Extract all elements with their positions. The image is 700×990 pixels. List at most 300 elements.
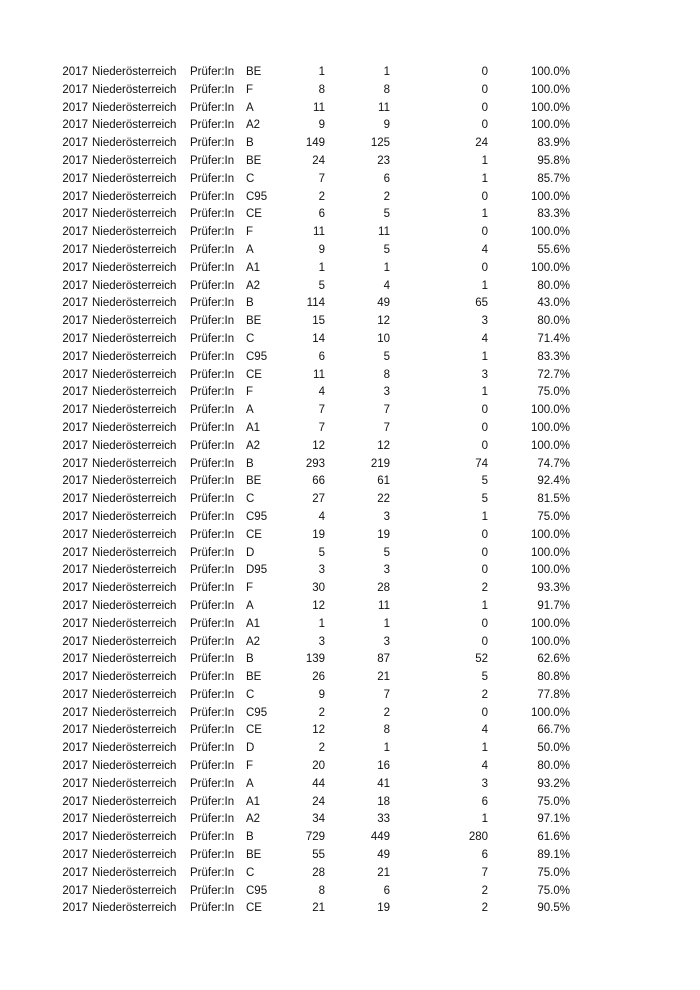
cell-failed-count: 0 — [481, 83, 488, 96]
table-row — [0, 811, 570, 829]
table-row — [0, 384, 570, 402]
cell-pass-rate: 100.0% — [530, 528, 570, 541]
cell-total-count: 27 — [312, 493, 325, 506]
cell-federal-state: Niederösterreich — [92, 617, 177, 630]
cell-licence-class: F — [246, 760, 254, 773]
cell-total-count: 2 — [318, 190, 325, 203]
cell-total-count: 14 — [312, 332, 325, 345]
cell-federal-state: Niederösterreich — [92, 350, 177, 363]
cell-passed-count: 11 — [378, 226, 390, 239]
cell-total-count: 12 — [312, 724, 325, 737]
cell-federal-state: Niederösterreich — [92, 332, 177, 345]
cell-failed-count: 1 — [481, 742, 488, 755]
cell-federal-state: Niederösterreich — [92, 866, 177, 879]
cell-pass-rate: 80.0% — [537, 315, 570, 328]
cell-federal-state: Niederösterreich — [92, 777, 177, 790]
cell-pass-rate: 55.6% — [537, 243, 570, 256]
cell-licence-class: A1 — [246, 795, 261, 808]
cell-passed-count: 2 — [383, 706, 390, 719]
cell-passed-count: 41 — [377, 777, 390, 790]
table-row — [0, 456, 570, 474]
cell-federal-state: Niederösterreich — [92, 635, 177, 648]
cell-exam-year: 2017 — [62, 724, 88, 737]
cell-total-count: 2 — [318, 742, 325, 755]
cell-exam-year: 2017 — [62, 226, 88, 239]
cell-examiner-role: Prüfer:In — [190, 742, 235, 755]
cell-licence-class: BE — [246, 315, 262, 328]
cell-federal-state: Niederösterreich — [92, 706, 177, 719]
cell-exam-year: 2017 — [62, 243, 88, 256]
table-row — [0, 313, 570, 331]
cell-licence-class: BE — [246, 475, 262, 488]
cell-licence-class: A — [246, 101, 254, 114]
cell-federal-state: Niederösterreich — [92, 226, 177, 239]
cell-examiner-role: Prüfer:In — [190, 243, 235, 256]
cell-exam-year: 2017 — [62, 795, 88, 808]
cell-passed-count: 19 — [377, 902, 390, 915]
cell-total-count: 9 — [318, 119, 325, 132]
table-row — [0, 117, 570, 135]
cell-total-count: 114 — [306, 297, 325, 310]
cell-passed-count: 11 — [378, 599, 390, 612]
table-row — [0, 189, 570, 207]
cell-passed-count: 1 — [383, 66, 390, 78]
cell-pass-rate: 75.0% — [537, 866, 570, 879]
cell-examiner-role: Prüfer:In — [190, 849, 235, 862]
cell-licence-class: A2 — [246, 119, 261, 132]
table-row — [0, 135, 570, 153]
cell-total-count: 9 — [318, 688, 325, 701]
cell-total-count: 11 — [313, 368, 325, 381]
table-row — [0, 171, 570, 189]
cell-pass-rate: 75.0% — [537, 386, 570, 399]
cell-examiner-role: Prüfer:In — [190, 475, 235, 488]
cell-total-count: 30 — [312, 582, 325, 595]
cell-exam-year: 2017 — [62, 332, 88, 345]
cell-licence-class: C95 — [246, 510, 268, 523]
cell-exam-year: 2017 — [62, 66, 88, 78]
cell-licence-class: BE — [246, 671, 262, 684]
cell-failed-count: 3 — [481, 315, 488, 328]
cell-total-count: 9 — [318, 243, 325, 256]
cell-failed-count: 0 — [481, 564, 488, 577]
cell-federal-state: Niederösterreich — [92, 243, 177, 256]
cell-total-count: 12 — [312, 599, 325, 612]
cell-total-count: 7 — [318, 421, 325, 434]
cell-pass-rate: 43.0% — [537, 297, 570, 310]
cell-total-count: 5 — [318, 546, 325, 559]
cell-licence-class: B — [246, 137, 254, 150]
cell-examiner-role: Prüfer:In — [190, 137, 235, 150]
cell-federal-state: Niederösterreich — [92, 421, 177, 434]
cell-pass-rate: 100.0% — [530, 564, 570, 577]
cell-licence-class: CE — [246, 902, 262, 915]
cell-licence-class: A — [246, 599, 254, 612]
cell-pass-rate: 75.0% — [537, 510, 570, 523]
table-row — [0, 491, 570, 509]
cell-examiner-role: Prüfer:In — [190, 653, 235, 666]
table-row — [0, 883, 570, 901]
cell-pass-rate: 72.7% — [537, 368, 570, 381]
cell-exam-year: 2017 — [62, 404, 88, 417]
cell-federal-state: Niederösterreich — [92, 582, 177, 595]
cell-pass-rate: 100.0% — [530, 546, 570, 559]
cell-licence-class: BE — [246, 66, 262, 78]
cell-federal-state: Niederösterreich — [92, 688, 177, 701]
cell-examiner-role: Prüfer:In — [190, 83, 235, 96]
cell-exam-year: 2017 — [62, 172, 88, 185]
cell-failed-count: 24 — [475, 137, 488, 150]
cell-pass-rate: 93.3% — [537, 582, 570, 595]
cell-passed-count: 5 — [383, 350, 390, 363]
table-row — [0, 64, 570, 82]
cell-failed-count: 5 — [481, 671, 488, 684]
cell-passed-count: 87 — [377, 653, 390, 666]
table-row — [0, 562, 570, 580]
table-row — [0, 865, 570, 883]
cell-pass-rate: 100.0% — [530, 190, 570, 203]
cell-failed-count: 1 — [481, 813, 488, 826]
cell-failed-count: 1 — [481, 172, 488, 185]
cell-failed-count: 1 — [481, 279, 488, 292]
cell-licence-class: D95 — [246, 564, 268, 577]
cell-pass-rate: 100.0% — [530, 617, 570, 630]
cell-pass-rate: 90.5% — [537, 902, 570, 915]
cell-licence-class: C95 — [246, 884, 268, 897]
table-row — [0, 758, 570, 776]
cell-passed-count: 1 — [383, 617, 390, 630]
cell-licence-class: CE — [246, 208, 262, 221]
cell-total-count: 6 — [318, 350, 325, 363]
cell-passed-count: 61 — [377, 475, 390, 488]
cell-total-count: 3 — [318, 635, 325, 648]
cell-failed-count: 0 — [481, 404, 488, 417]
cell-exam-year: 2017 — [62, 617, 88, 630]
table-row — [0, 473, 570, 491]
cell-passed-count: 11 — [378, 101, 390, 114]
cell-exam-year: 2017 — [62, 475, 88, 488]
cell-passed-count: 3 — [383, 564, 390, 577]
table-row — [0, 669, 570, 687]
table-row — [0, 545, 570, 563]
cell-federal-state: Niederösterreich — [92, 831, 177, 844]
cell-exam-year: 2017 — [62, 137, 88, 150]
cell-federal-state: Niederösterreich — [92, 368, 177, 381]
cell-federal-state: Niederösterreich — [92, 261, 177, 274]
cell-exam-year: 2017 — [62, 706, 88, 719]
cell-pass-rate: 50.0% — [537, 742, 570, 755]
cell-pass-rate: 75.0% — [537, 795, 570, 808]
cell-licence-class: D — [246, 742, 255, 755]
cell-passed-count: 8 — [383, 368, 390, 381]
cell-failed-count: 0 — [481, 546, 488, 559]
table-row — [0, 829, 570, 847]
cell-passed-count: 125 — [370, 137, 390, 150]
table-row — [0, 367, 570, 385]
cell-total-count: 34 — [312, 813, 325, 826]
cell-failed-count: 1 — [481, 510, 488, 523]
cell-examiner-role: Prüfer:In — [190, 795, 235, 808]
cell-exam-year: 2017 — [62, 635, 88, 648]
table-row — [0, 295, 570, 313]
cell-exam-year: 2017 — [62, 902, 88, 915]
cell-pass-rate: 100.0% — [530, 226, 570, 239]
cell-failed-count: 0 — [481, 706, 488, 719]
cell-failed-count: 0 — [481, 528, 488, 541]
cell-failed-count: 5 — [481, 475, 488, 488]
cell-total-count: 3 — [318, 564, 325, 577]
cell-examiner-role: Prüfer:In — [190, 368, 235, 381]
cell-licence-class: A2 — [246, 439, 261, 452]
cell-pass-rate: 75.0% — [537, 884, 570, 897]
cell-federal-state: Niederösterreich — [92, 172, 177, 185]
cell-examiner-role: Prüfer:In — [190, 688, 235, 701]
cell-total-count: 26 — [312, 671, 325, 684]
cell-pass-rate: 100.0% — [530, 635, 570, 648]
cell-examiner-role: Prüfer:In — [190, 671, 235, 684]
cell-exam-year: 2017 — [62, 315, 88, 328]
cell-federal-state: Niederösterreich — [92, 137, 177, 150]
table-row — [0, 705, 570, 723]
table-row — [0, 634, 570, 652]
table-row — [0, 420, 570, 438]
cell-exam-year: 2017 — [62, 760, 88, 773]
table-row — [0, 509, 570, 527]
cell-licence-class: F — [246, 386, 254, 399]
cell-exam-year: 2017 — [62, 457, 88, 470]
cell-passed-count: 12 — [377, 315, 390, 328]
cell-examiner-role: Prüfer:In — [190, 404, 235, 417]
cell-licence-class: BE — [246, 154, 262, 167]
cell-failed-count: 1 — [481, 154, 488, 167]
cell-passed-count: 7 — [383, 421, 390, 434]
cell-passed-count: 8 — [383, 83, 390, 96]
cell-failed-count: 3 — [481, 368, 488, 381]
cell-exam-year: 2017 — [62, 546, 88, 559]
cell-passed-count: 28 — [377, 582, 390, 595]
cell-total-count: 293 — [305, 457, 325, 470]
cell-pass-rate: 83.3% — [537, 350, 570, 363]
cell-licence-class: B — [246, 653, 254, 666]
cell-failed-count: 7 — [481, 866, 488, 879]
cell-pass-rate: 93.2% — [537, 777, 570, 790]
cell-failed-count: 4 — [481, 332, 488, 345]
cell-total-count: 8 — [318, 884, 325, 897]
cell-pass-rate: 83.3% — [537, 208, 570, 221]
table-row — [0, 153, 570, 171]
cell-total-count: 44 — [312, 777, 325, 790]
cell-exam-year: 2017 — [62, 297, 88, 310]
table-row — [0, 402, 570, 420]
cell-total-count: 149 — [305, 137, 325, 150]
cell-failed-count: 0 — [481, 617, 488, 630]
cell-total-count: 139 — [305, 653, 325, 666]
cell-federal-state: Niederösterreich — [92, 208, 177, 221]
cell-examiner-role: Prüfer:In — [190, 119, 235, 132]
cell-examiner-role: Prüfer:In — [190, 510, 235, 523]
cell-failed-count: 5 — [481, 493, 488, 506]
cell-federal-state: Niederösterreich — [92, 154, 177, 167]
table-row — [0, 527, 570, 545]
cell-failed-count: 2 — [481, 884, 488, 897]
cell-licence-class: B — [246, 457, 254, 470]
cell-federal-state: Niederösterreich — [92, 849, 177, 862]
cell-pass-rate: 62.6% — [537, 653, 570, 666]
cell-passed-count: 23 — [377, 154, 390, 167]
cell-licence-class: C95 — [246, 190, 268, 203]
cell-pass-rate: 80.0% — [537, 760, 570, 773]
table-row — [0, 82, 570, 100]
cell-pass-rate: 89.1% — [537, 849, 570, 862]
cell-passed-count: 3 — [383, 635, 390, 648]
cell-examiner-role: Prüfer:In — [190, 297, 235, 310]
cell-exam-year: 2017 — [62, 261, 88, 274]
table-row — [0, 580, 570, 598]
cell-federal-state: Niederösterreich — [92, 599, 177, 612]
cell-pass-rate: 100.0% — [530, 706, 570, 719]
cell-examiner-role: Prüfer:In — [190, 350, 235, 363]
cell-passed-count: 49 — [377, 849, 390, 862]
cell-exam-year: 2017 — [62, 742, 88, 755]
cell-exam-year: 2017 — [62, 510, 88, 523]
cell-licence-class: A2 — [246, 279, 261, 292]
cell-passed-count: 449 — [370, 831, 390, 844]
cell-pass-rate: 92.4% — [537, 475, 570, 488]
cell-examiner-role: Prüfer:In — [190, 493, 235, 506]
cell-pass-rate: 81.5% — [537, 493, 570, 506]
cell-examiner-role: Prüfer:In — [190, 457, 235, 470]
cell-examiner-role: Prüfer:In — [190, 154, 235, 167]
cell-examiner-role: Prüfer:In — [190, 635, 235, 648]
cell-examiner-role: Prüfer:In — [190, 617, 235, 630]
cell-licence-class: C95 — [246, 350, 268, 363]
cell-passed-count: 1 — [383, 261, 390, 274]
cell-examiner-role: Prüfer:In — [190, 546, 235, 559]
cell-licence-class: CE — [246, 368, 262, 381]
cell-passed-count: 4 — [383, 279, 390, 292]
cell-exam-year: 2017 — [62, 83, 88, 96]
cell-pass-rate: 66.7% — [537, 724, 570, 737]
cell-licence-class: CE — [246, 724, 262, 737]
cell-total-count: 24 — [312, 795, 325, 808]
cell-licence-class: C — [246, 172, 255, 185]
cell-examiner-role: Prüfer:In — [190, 866, 235, 879]
cell-federal-state: Niederösterreich — [92, 493, 177, 506]
cell-licence-class: B — [246, 297, 254, 310]
cell-total-count: 11 — [313, 226, 325, 239]
cell-examiner-role: Prüfer:In — [190, 172, 235, 185]
cell-failed-count: 0 — [481, 190, 488, 203]
cell-pass-rate: 100.0% — [530, 261, 570, 274]
table-row — [0, 438, 570, 456]
cell-federal-state: Niederösterreich — [92, 119, 177, 132]
cell-passed-count: 33 — [377, 813, 390, 826]
cell-examiner-role: Prüfer:In — [190, 261, 235, 274]
cell-pass-rate: 85.7% — [537, 172, 570, 185]
cell-examiner-role: Prüfer:In — [190, 564, 235, 577]
cell-total-count: 20 — [312, 760, 325, 773]
cell-passed-count: 19 — [377, 528, 390, 541]
cell-examiner-role: Prüfer:In — [190, 208, 235, 221]
cell-federal-state: Niederösterreich — [92, 510, 177, 523]
table-row — [0, 242, 570, 260]
exam-results-table — [0, 64, 570, 918]
cell-failed-count: 0 — [481, 439, 488, 452]
cell-failed-count: 1 — [481, 208, 488, 221]
cell-federal-state: Niederösterreich — [92, 457, 177, 470]
cell-pass-rate: 83.9% — [537, 137, 570, 150]
cell-exam-year: 2017 — [62, 279, 88, 292]
cell-federal-state: Niederösterreich — [92, 671, 177, 684]
cell-examiner-role: Prüfer:In — [190, 190, 235, 203]
cell-passed-count: 219 — [370, 457, 390, 470]
table-row — [0, 776, 570, 794]
cell-total-count: 4 — [318, 386, 325, 399]
cell-passed-count: 12 — [377, 439, 390, 452]
cell-pass-rate: 97.1% — [537, 813, 570, 826]
cell-federal-state: Niederösterreich — [92, 386, 177, 399]
cell-failed-count: 74 — [475, 457, 488, 470]
cell-exam-year: 2017 — [62, 866, 88, 879]
cell-passed-count: 7 — [383, 688, 390, 701]
cell-federal-state: Niederösterreich — [92, 404, 177, 417]
cell-passed-count: 22 — [377, 493, 390, 506]
cell-exam-year: 2017 — [62, 119, 88, 132]
cell-exam-year: 2017 — [62, 154, 88, 167]
cell-passed-count: 18 — [377, 795, 390, 808]
cell-federal-state: Niederösterreich — [92, 297, 177, 310]
table-row — [0, 651, 570, 669]
cell-pass-rate: 80.8% — [537, 671, 570, 684]
cell-federal-state: Niederösterreich — [92, 528, 177, 541]
cell-total-count: 1 — [318, 261, 325, 274]
cell-passed-count: 10 — [377, 332, 390, 345]
cell-licence-class: F — [246, 226, 254, 239]
cell-exam-year: 2017 — [62, 368, 88, 381]
cell-licence-class: A1 — [246, 617, 261, 630]
cell-failed-count: 0 — [481, 421, 488, 434]
cell-failed-count: 1 — [481, 386, 488, 399]
table-row — [0, 260, 570, 278]
cell-total-count: 19 — [312, 528, 325, 541]
cell-pass-rate: 91.7% — [537, 599, 570, 612]
cell-passed-count: 16 — [377, 760, 390, 773]
cell-exam-year: 2017 — [62, 653, 88, 666]
cell-failed-count: 4 — [481, 724, 488, 737]
cell-failed-count: 1 — [481, 599, 488, 612]
cell-examiner-role: Prüfer:In — [190, 813, 235, 826]
cell-pass-rate: 61.6% — [537, 831, 570, 844]
cell-examiner-role: Prüfer:In — [190, 315, 235, 328]
cell-passed-count: 49 — [377, 297, 390, 310]
cell-passed-count: 7 — [383, 404, 390, 417]
table-row — [0, 224, 570, 242]
cell-federal-state: Niederösterreich — [92, 546, 177, 559]
cell-exam-year: 2017 — [62, 421, 88, 434]
cell-total-count: 4 — [318, 510, 325, 523]
table-row — [0, 278, 570, 296]
cell-exam-year: 2017 — [62, 386, 88, 399]
cell-licence-class: A2 — [246, 813, 261, 826]
table-row — [0, 794, 570, 812]
cell-examiner-role: Prüfer:In — [190, 439, 235, 452]
table-row — [0, 687, 570, 705]
cell-examiner-role: Prüfer:In — [190, 386, 235, 399]
cell-passed-count: 6 — [383, 884, 390, 897]
table-row — [0, 900, 570, 918]
cell-examiner-role: Prüfer:In — [190, 902, 235, 915]
cell-federal-state: Niederösterreich — [92, 724, 177, 737]
